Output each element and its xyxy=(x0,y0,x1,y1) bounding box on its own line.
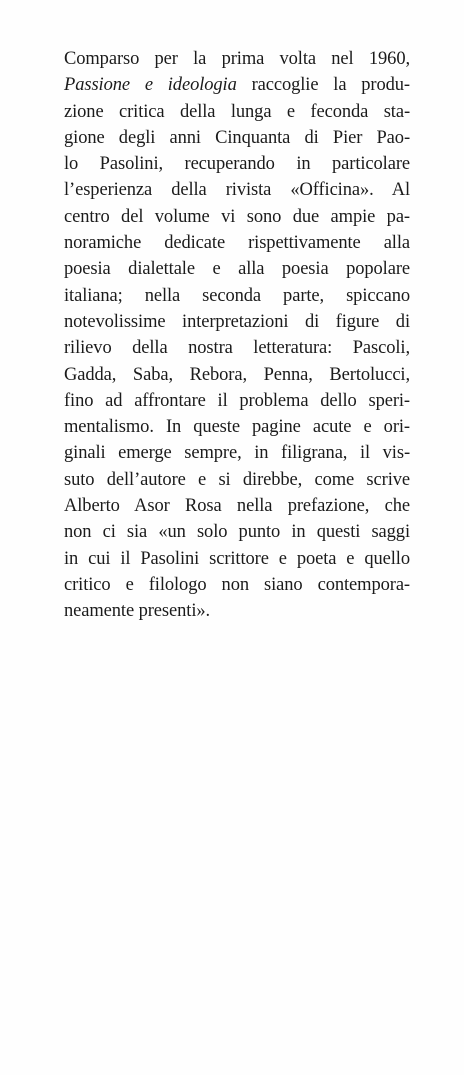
blurb-line: poesia dialettale e alla poesia popolare xyxy=(64,259,410,280)
blurb-line: rilievo della nostra letteratura: Pascoli, xyxy=(64,338,410,359)
blurb-line: fino ad affrontare il problema dello speri- xyxy=(64,390,410,411)
blurb-line: centro del volume vi sono due ampie pa- xyxy=(64,206,410,227)
blurb-line: neamente presenti». xyxy=(64,601,211,622)
blurb-line: Comparso per la prima volta nel 1960, xyxy=(64,49,410,69)
blurb-line: Gadda, Saba, Rebora, Penna, Bertolucci, xyxy=(64,364,410,385)
blurb-line: Alberto Asor Rosa nella prefazione, che xyxy=(64,496,410,517)
blurb-line: suto dell’autore e si direbbe, come scrive xyxy=(64,469,410,490)
blurb-line: italiana; nella seconda parte, spiccano xyxy=(64,285,410,306)
book-title: Passione e ideologia xyxy=(64,75,237,96)
blurb-line xyxy=(64,72,410,98)
blurb-line: notevolissime interpretazioni di figure di xyxy=(64,311,410,332)
blurb-line-text: raccoglie la produ- xyxy=(236,75,410,96)
blurb-line: non ci sia «un solo punto in questi saggi xyxy=(64,522,410,543)
blurb-line: l’esperienza della rivista «Officina». Al xyxy=(64,180,410,201)
blurb-line: zione critica della lunga e feconda sta- xyxy=(64,101,410,122)
book-blurb-paragraph xyxy=(64,46,410,625)
blurb-line: critico e filologo non siano contempora- xyxy=(64,574,410,595)
blurb-line: ginali emerge sempre, in filigrana, il vis- xyxy=(64,443,410,464)
blurb-line: gione degli anni Cinquanta di Pier Pao- xyxy=(64,127,410,148)
blurb-line: noramiche dedicate rispettivamente alla xyxy=(64,233,410,254)
blurb-line: mentalismo. In queste pagine acute e ori- xyxy=(64,417,410,438)
blurb-line: in cui il Pasolini scrittore e poeta e quello xyxy=(64,548,410,569)
blurb-line: lo Pasolini, recuperando in particolare xyxy=(64,154,410,175)
